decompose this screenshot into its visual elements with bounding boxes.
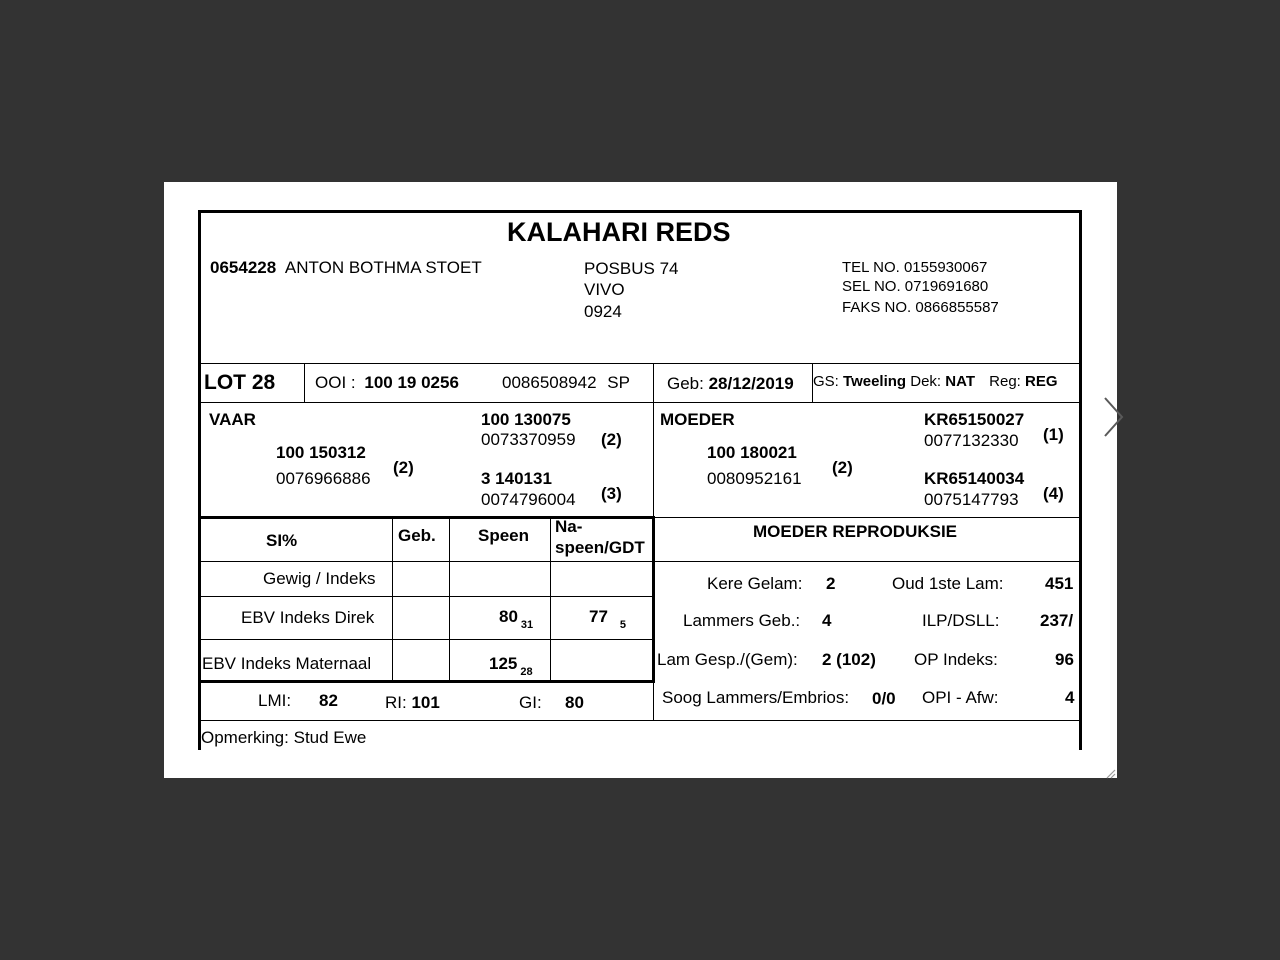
divider (550, 518, 551, 681)
col-header-speen: Speen (478, 526, 530, 545)
catalog-card (164, 182, 1117, 778)
vaar-dam-id: 3 140131 (481, 469, 552, 488)
col-header-naspeen-1: Na- (555, 517, 583, 536)
divider (201, 596, 653, 597)
remark (201, 728, 366, 748)
moeder-grade: (2) (832, 458, 853, 477)
status-field (813, 373, 1058, 390)
vaar-reg: 0076966886 (276, 469, 371, 488)
owner-name: ANTON BOTHMA STOET (284, 258, 482, 277)
moeder-label: MOEDER (660, 410, 735, 429)
ri-label: RI: (385, 693, 407, 712)
address-line-3: 0924 (584, 302, 622, 321)
divider (201, 363, 1082, 364)
moeder-dam-grade: (4) (1043, 484, 1064, 503)
moeder-id: 100 180021 (707, 443, 797, 462)
row-label-gewig: Gewig / Indeks (263, 569, 376, 588)
ooi-label: OOI : (315, 373, 356, 392)
owner-id: 0654228 (210, 258, 277, 277)
gi-label: GI: (519, 693, 542, 712)
ri-value: 101 (411, 693, 440, 712)
gs-value: Tweeling (843, 373, 907, 390)
divider (392, 518, 393, 681)
col-header-geb: Geb. (398, 526, 436, 545)
sel-number: SEL NO. 0719691680 (842, 278, 989, 295)
divider (653, 561, 1082, 562)
lot-reg-number: 0086508942 (502, 373, 597, 392)
ilp-value: 237/ (1040, 611, 1074, 630)
vaar-id: 100 150312 (276, 443, 366, 462)
divider (653, 517, 654, 720)
owner-line (210, 258, 482, 278)
oud-value: 451 (1045, 574, 1074, 593)
moeder-reg: 0080952161 (707, 469, 802, 488)
moeder-dam-reg: 0075147793 (924, 490, 1019, 509)
op-value: 96 (1055, 650, 1074, 669)
sheet-title: KALAHARI REDS (507, 217, 731, 247)
gesp-value: 2 (102) (822, 650, 876, 669)
resize-handle-icon[interactable] (1105, 768, 1117, 780)
dek-value: NAT (945, 373, 975, 390)
moeder-sire-reg: 0077132330 (924, 431, 1019, 450)
divider (304, 363, 305, 402)
opi-label: OPI - Afw: (922, 688, 999, 707)
dek-label: Dek: (910, 373, 942, 390)
soog-label: Soog Lammers/Embrios: (662, 688, 850, 707)
vaar-sire-grade: (2) (601, 430, 622, 449)
remark-value: Stud Ewe (293, 728, 367, 747)
address-line-1: POSBUS 74 (584, 259, 679, 278)
ebv-maternaal-speen-count: 28 (520, 666, 533, 678)
vaar-dam-grade: (3) (601, 484, 622, 503)
vaar-dam-reg: 0074796004 (481, 490, 576, 509)
gi-value: 80 (565, 693, 584, 712)
vaar-label: VAAR (209, 410, 256, 429)
divider (653, 363, 654, 402)
lammers-value: 4 (822, 611, 832, 630)
op-label: OP Indeks: (914, 650, 998, 669)
divider (201, 720, 1082, 721)
lot-number: LOT 28 (204, 371, 276, 394)
ebv-direk-speen-count: 31 (520, 619, 534, 631)
reproduction-header: MOEDER REPRODUKSIE (753, 522, 958, 541)
ebv-maternaal-speen-value: 125 (489, 654, 518, 673)
moeder-sire-id: KR65150027 (924, 410, 1025, 429)
remark-label: Opmerking: (201, 728, 289, 747)
col-header-naspeen-2: speen/GDT (555, 538, 645, 557)
ebv-direk-naspeen-count: 5 (619, 619, 627, 631)
row-label-ebv-maternaal: EBV Indeks Maternaal (202, 654, 372, 673)
moeder-sire-grade: (1) (1043, 425, 1064, 444)
divider (201, 516, 655, 519)
ebv-direk-speen (499, 607, 534, 631)
col-header-si: SI% (266, 531, 298, 550)
row-label-ebv-direk: EBV Indeks Direk (241, 608, 375, 627)
divider (201, 639, 653, 640)
divider (449, 518, 450, 681)
ebv-maternaal-speen (489, 654, 533, 678)
reg-value: REG (1025, 373, 1058, 390)
address-line-2: VIVO (584, 280, 625, 299)
vaar-sire-reg: 0073370959 (481, 430, 576, 449)
gesp-label: Lam Gesp./(Gem): (657, 650, 798, 669)
ooi-value: 100 19 0256 (364, 373, 459, 392)
kere-value: 2 (826, 574, 836, 593)
faks-number: FAKS NO. 0866855587 (842, 299, 999, 316)
geb-field (667, 374, 794, 394)
oud-label: Oud 1ste Lam: (892, 574, 1004, 593)
gs-label: GS: (813, 373, 839, 390)
ebv-direk-naspeen (589, 607, 627, 631)
ebv-direk-naspeen-value: 77 (589, 607, 608, 626)
next-chevron-icon[interactable] (1102, 396, 1126, 438)
lot-sp: SP (607, 373, 630, 392)
lmi-label: LMI: (258, 691, 292, 710)
divider (201, 680, 655, 683)
reg-label: Reg: (989, 373, 1021, 390)
ilp-label: ILP/DSLL: (922, 611, 1000, 630)
lmi-value: 82 (319, 691, 338, 710)
tel-number: TEL NO. 0155930067 (842, 259, 988, 276)
divider (201, 402, 1082, 403)
reg-number-field (502, 373, 630, 393)
divider (201, 561, 653, 562)
divider (653, 402, 654, 517)
moeder-dam-id: KR65140034 (924, 469, 1025, 488)
opi-value: 4 (1065, 688, 1075, 707)
vaar-grade: (2) (393, 458, 414, 477)
kere-label: Kere Gelam: (707, 574, 803, 593)
ebv-direk-speen-value: 80 (499, 607, 518, 626)
ooi-field (315, 373, 459, 393)
soog-value: 0/0 (872, 689, 896, 708)
ri-field (385, 693, 440, 713)
geb-value: 28/12/2019 (708, 374, 794, 393)
lot-sheet (198, 210, 1082, 750)
geb-label: Geb: (667, 374, 704, 393)
lammers-label: Lammers Geb.: (683, 611, 801, 630)
vaar-sire-id: 100 130075 (481, 410, 571, 429)
